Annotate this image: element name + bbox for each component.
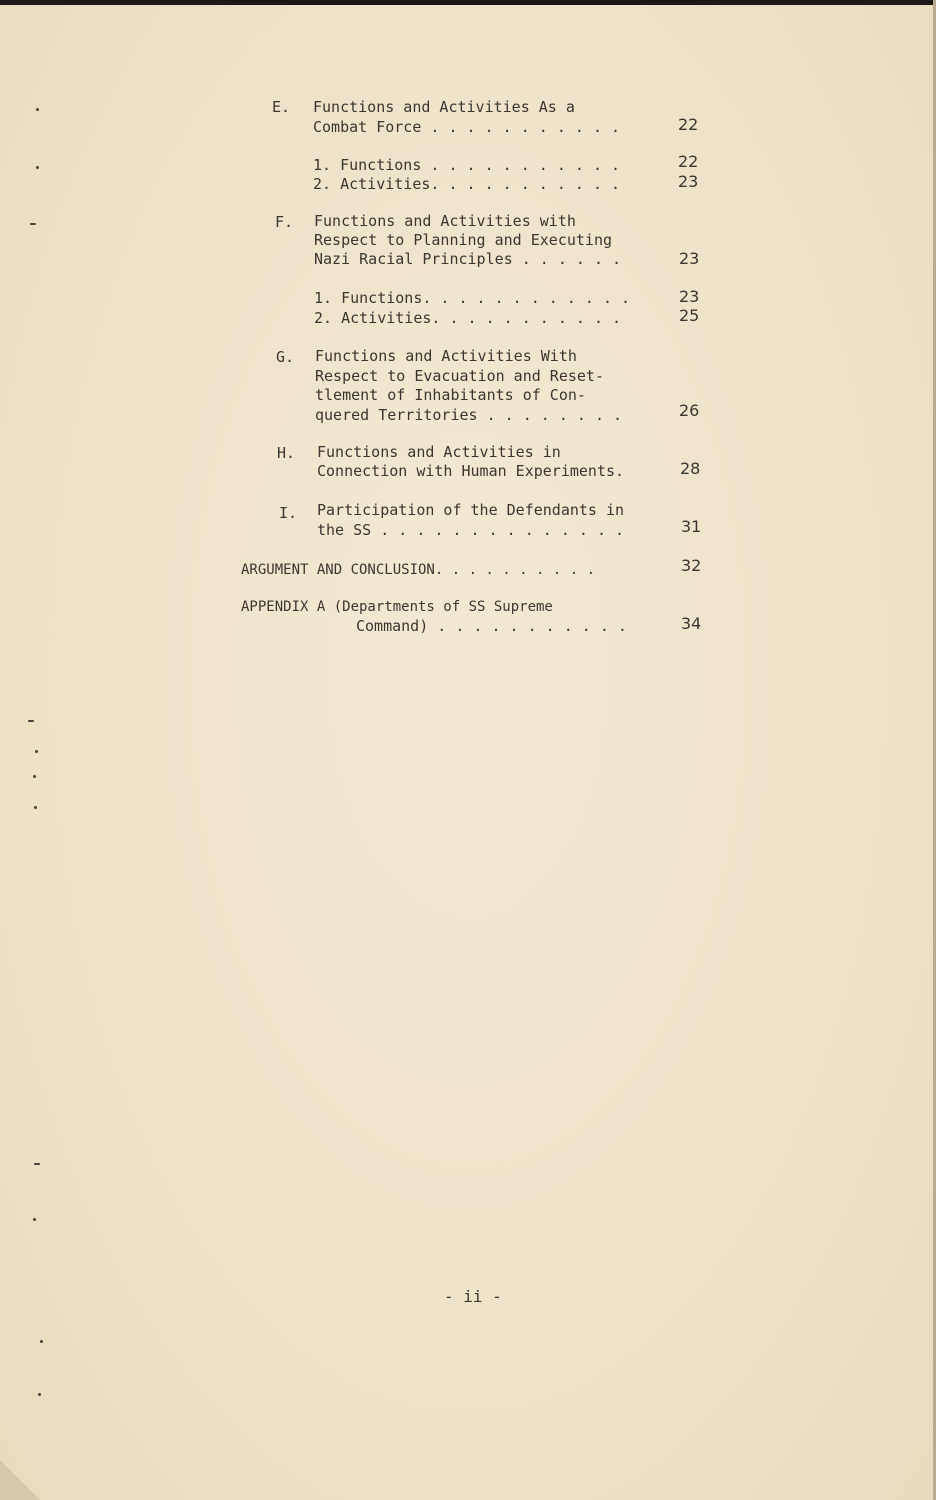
page-number: 22 [678, 152, 699, 171]
appendix-entry: Command) . . . . . . . . . . . [356, 617, 627, 635]
appendix-entry: APPENDIX A (Departments of SS Supreme [241, 599, 553, 615]
section-letter: H. [277, 444, 296, 462]
scan-speck [34, 806, 37, 809]
page-number: 23 [678, 172, 699, 191]
section-letter: G. [276, 348, 295, 366]
argument-entry: ARGUMENT AND CONCLUSION. . . . . . . . . . [241, 562, 596, 578]
section-title: the SS . . . . . . . . . . . . . . [317, 521, 625, 539]
subsection-title: 2. Activities. . . . . . . . . . . [313, 175, 621, 193]
section-title: Respect to Planning and Executing [314, 231, 613, 249]
page-number: 32 [681, 556, 702, 575]
section-letter: I. [279, 504, 298, 522]
table-of-contents [0, 0, 936, 700]
page-number: 25 [679, 306, 700, 325]
section-title: Functions and Activities As a [313, 98, 575, 116]
page-number: 26 [679, 401, 700, 420]
section-title: Functions and Activities With [315, 347, 577, 365]
page-number: 28 [680, 459, 701, 478]
section-title: Participation of the Defendants in [317, 501, 625, 519]
page-number: 23 [679, 249, 700, 268]
scan-speck [34, 1163, 40, 1165]
section-title: Connection with Human Experiments. [317, 462, 625, 480]
scan-speck [28, 720, 34, 722]
subsection-title: 1. Functions . . . . . . . . . . . [313, 156, 621, 174]
section-title: Functions and Activities in [317, 443, 561, 461]
subsection-title: 1. Functions. . . . . . . . . . . . [314, 289, 631, 307]
section-title: Functions and Activities with [314, 212, 576, 230]
scan-speck [33, 1218, 36, 1221]
scan-speck [38, 1393, 41, 1396]
section-title: Nazi Racial Principles . . . . . . [314, 250, 622, 268]
section-title: tlement of Inhabitants of Con- [315, 386, 586, 404]
page-number: 23 [679, 287, 700, 306]
scan-speck [33, 775, 36, 778]
folded-corner [0, 1460, 40, 1500]
section-title: Respect to Evacuation and Reset- [315, 367, 604, 385]
subsection-title: 2. Activities. . . . . . . . . . . [314, 309, 622, 327]
section-title: quered Territories . . . . . . . . [315, 406, 623, 424]
page-number: 31 [681, 517, 702, 536]
scan-speck [40, 1340, 43, 1343]
section-title: Combat Force . . . . . . . . . . . [313, 118, 621, 136]
section-letter: E. [272, 98, 291, 116]
footer-page-number: - ii - [444, 1287, 502, 1306]
scan-speck [35, 750, 38, 753]
section-letter: F. [275, 213, 294, 231]
page-number: 34 [681, 614, 702, 633]
page-number: 22 [678, 115, 699, 134]
